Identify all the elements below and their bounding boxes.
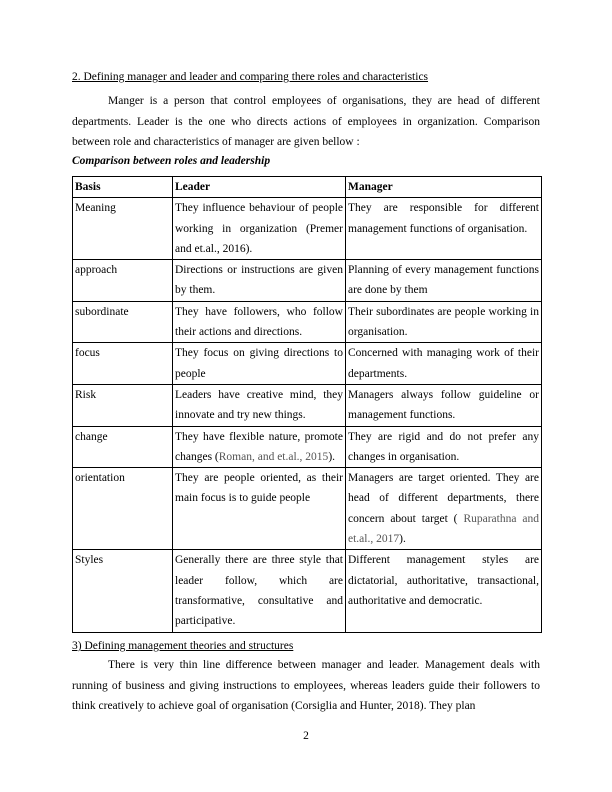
header-leader: Leader [173, 177, 346, 198]
manager-text: Managers are target oriented. They are head of different departments, there concern about target ( [348, 472, 539, 525]
table-row [73, 260, 542, 302]
cell-basis: orientation [73, 468, 173, 550]
leader-text-end: ). [328, 450, 336, 463]
cell-manager: They are responsible for different management functions of organisation. [346, 198, 542, 260]
comparison-table [72, 176, 542, 633]
manager-text-end: ). [399, 533, 406, 546]
cell-basis: change [73, 426, 173, 468]
leader-text: They have flexible nature, promote changes ( [175, 430, 343, 463]
cell-leader: They focus on giving directions to people [173, 343, 346, 385]
section-2-paragraph: Manger is a person that control employees of organisations, they are head of different departments. Leader is the one who directs actions of employees in organization. Comparison between role and characteristics of manager are given bellow : [72, 95, 540, 148]
page-number: 2 [303, 730, 309, 742]
section-3-paragraph: There is very thin line difference between manager and leader. Management deals with running of business and giving instructions to employees, whereas leaders guide their followers to think creatively to achieve goal of organisation (Corsiglia and Hunter, 2018). They plan [72, 659, 540, 712]
cell-leader [173, 426, 346, 468]
table-row [73, 384, 542, 426]
cell-leader: They influence behaviour of people working in organization (Premer and et.al., 2016). [173, 198, 346, 260]
cell-basis: Risk [73, 384, 173, 426]
table-row [73, 198, 542, 260]
table-caption: Comparison between roles and leadership [72, 155, 271, 167]
table-header-row [73, 177, 542, 198]
cell-leader: Generally there are three style that leader follow, which are transformative, consultative and participative. [173, 550, 346, 632]
table-row [73, 468, 542, 550]
citation: Ruparathna and et.al., 2017 [348, 512, 539, 546]
cell-leader: Leaders have creative mind, they innovate and try new things. [173, 384, 346, 426]
cell-manager: They are rigid and do not prefer any changes in organisation. [346, 426, 542, 468]
section-3-heading: 3) Defining management theories and structures [72, 640, 294, 652]
cell-manager: Different management styles are dictatorial, authoritative, transactional, authoritative and democratic. [346, 550, 542, 632]
cell-basis: Meaning [73, 198, 173, 260]
table-row [73, 550, 542, 632]
cell-manager: Concerned with managing work of their departments. [346, 343, 542, 385]
cell-basis: approach [73, 260, 173, 302]
cell-basis: focus [73, 343, 173, 385]
cell-basis: subordinate [73, 301, 173, 343]
cell-manager: Their subordinates are people working in organisation. [346, 301, 542, 343]
cell-manager: Managers always follow guideline or management functions. [346, 384, 542, 426]
cell-manager [346, 468, 542, 550]
cell-basis: Styles [73, 550, 173, 632]
header-manager: Manager [346, 177, 542, 198]
cell-leader: They have followers, who follow their actions and directions. [173, 301, 346, 343]
cell-manager: Planning of every management functions are done by them [346, 260, 542, 302]
table-row [73, 343, 542, 385]
cell-leader: Directions or instructions are given by them. [173, 260, 346, 302]
table-row [73, 426, 542, 468]
table-row [73, 301, 542, 343]
citation: Roman, and et.al., 2015 [218, 450, 329, 463]
section-2-heading: 2. Defining manager and leader and comparing there roles and characteristics [72, 71, 429, 83]
cell-leader: They are people oriented, as their main focus is to guide people [173, 468, 346, 550]
header-basis: Basis [73, 177, 173, 198]
